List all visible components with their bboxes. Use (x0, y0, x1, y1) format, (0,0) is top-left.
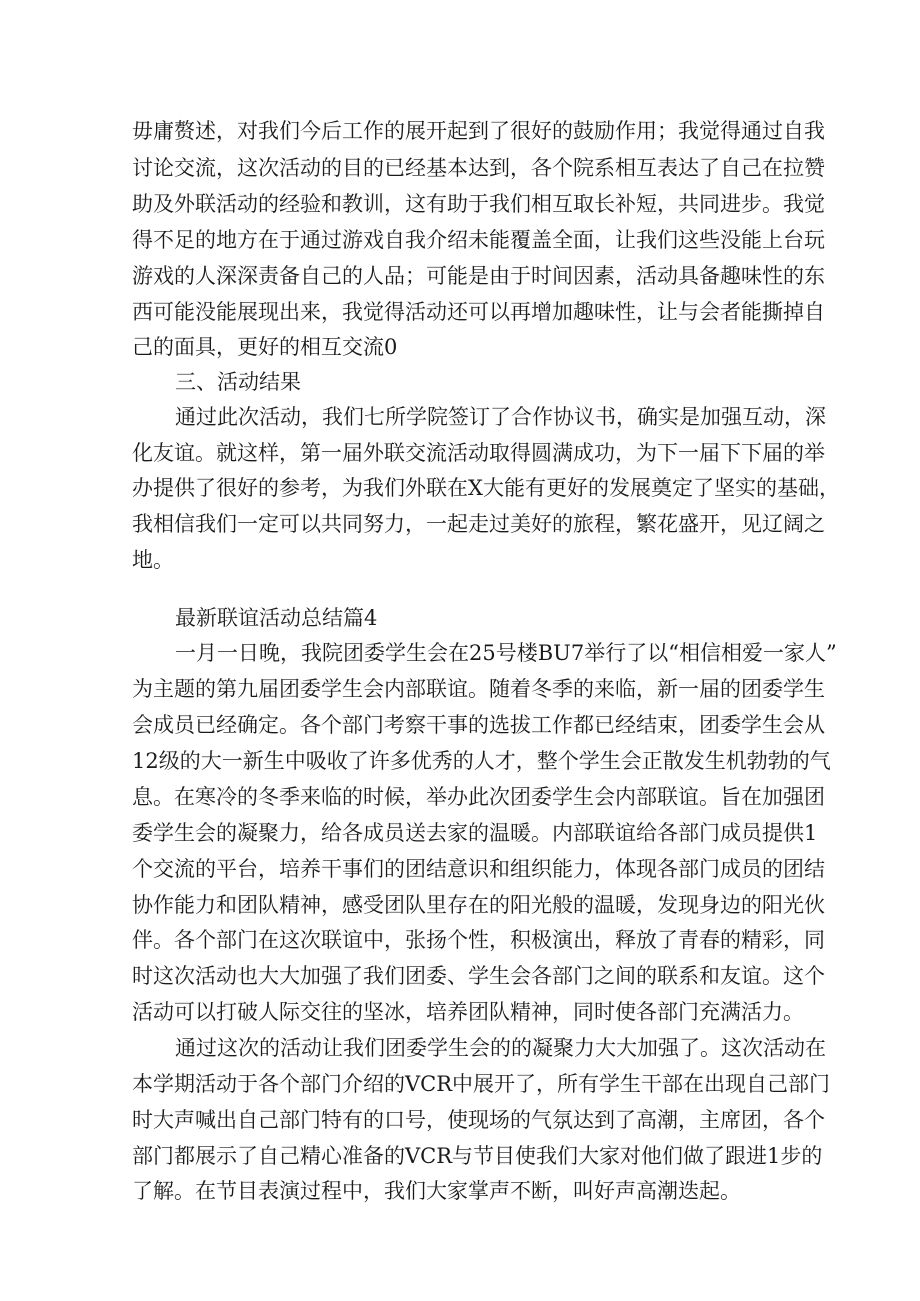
text-line: 会成员已经确定。各个部门考察干事的选拔工作都已经结束，团委学生会从 (132, 713, 825, 737)
text-line: 己的面具，更好的相互交流0 (132, 335, 398, 359)
text-line: 为主题的第九届团委学生会内部联谊。随着冬季的来临，新一届的团委学生 (132, 677, 825, 701)
text-line: 游戏的人深深责备自己的人品；可能是由于时间因素，活动具备趣味性的东 (132, 264, 825, 288)
text-line: 时大声喊出自己部门特有的口号，使现场的气氛达到了高潮，主席团，各个 (132, 1108, 825, 1132)
article-title: 最新联谊活动总结篇4 (175, 606, 378, 630)
text-line: 讨论交流，这次活动的目的已经基本达到，各个院系相互表达了自己在拉赞 (132, 156, 825, 180)
section-heading: 三、活动结果 (175, 370, 301, 394)
text-line: 毋庸赘述，对我们今后工作的展开起到了很好的鼓励作用；我觉得通过自我 (132, 119, 825, 143)
text-line: 通过此次活动，我们七所学院签订了合作协议书，确实是加强互动，深 (175, 405, 826, 429)
text-line: 化友谊。就这样，第一届外联交流活动取得圆满成功，为下一届下下届的举 (132, 441, 825, 465)
text-line: 协作能力和团队精神，感受团队里存在的阳光般的温暖，发现身边的阳光伙 (132, 893, 825, 917)
text-line: 地。 (132, 548, 174, 572)
text-line: 西可能没能展现出来，我觉得活动还可以再增加趣味性，让与会者能撕掉自 (132, 300, 825, 324)
text-line: 一月一日晚，我院团委学生会在25号楼BU7举行了以“相信相爱一家人” (175, 641, 837, 665)
text-line: 办提供了很好的参考，为我们外联在X大能有更好的发展奠定了坚实的基础， (132, 476, 840, 500)
text-line: 部门都展示了自己精心准备的VCR与节目使我们大家对他们做了跟进1步的 (132, 1144, 823, 1168)
text-line: 个交流的平台，培养干事们的团结意识和组织能力，体现各部门成员的团结 (132, 857, 825, 881)
text-line: 活动可以打破人际交往的坚冰，培养团队精神，同时使各部门充满活力。 (132, 1000, 804, 1024)
text-line: 本学期活动于各个部门介绍的VCR中展开了，所有学生干部在出现自己部门 (132, 1072, 831, 1096)
text-line: 得不足的地方在于通过游戏自我介绍未能覆盖全面，让我们这些没能上台玩 (132, 228, 825, 252)
text-line: 委学生会的凝聚力，给各成员送去家的温暖。内部联谊给各部门成员提供1 (132, 821, 818, 845)
text-line: 通过这次的活动让我们团委学生会的的凝聚力大大加强了。这次活动在 (175, 1036, 826, 1060)
text-line: 息。在寒冷的冬季来临的时候，举办此次团委学生会内部联谊。旨在加强团 (132, 785, 825, 809)
text-line: 了解。在节目表演过程中，我们大家掌声不断，叫好声高潮迭起。 (132, 1179, 741, 1203)
text-line: 助及外联活动的经验和教训，这有助于我们相互取长补短，共同进步。我觉 (132, 192, 825, 216)
text-line: 时这次活动也大大加强了我们团委、学生会各部门之间的联系和友谊。这个 (132, 964, 825, 988)
text-line: 12级的大一新生中吸收了许多优秀的人才，整个学生会正散发生机勃勃的气 (132, 749, 831, 773)
text-line: 我相信我们一定可以共同努力，一起走过美好的旅程，繁花盛开，见辽阔之 (132, 512, 825, 536)
text-line: 伴。各个部门在这次联谊中，张扬个性，积极演出，释放了青春的精彩，同 (132, 928, 825, 952)
